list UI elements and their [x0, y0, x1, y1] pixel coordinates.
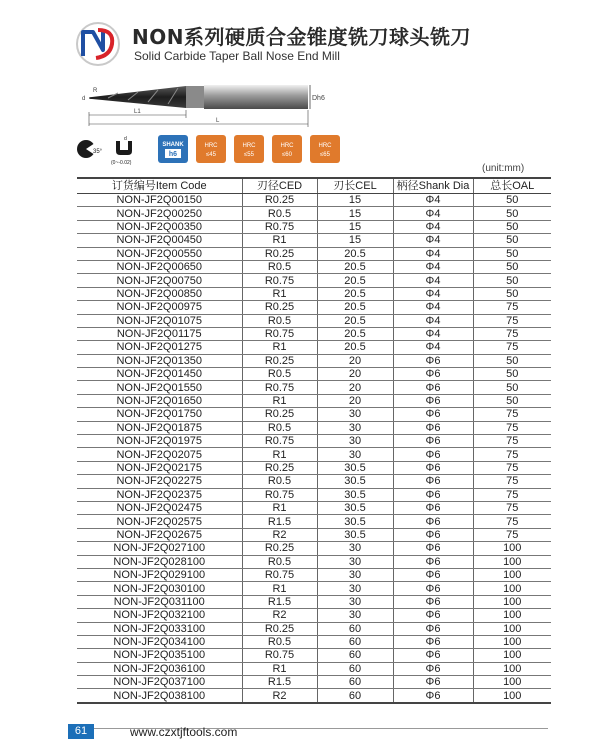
oal-cell: 100 [473, 582, 551, 595]
shank-dia-cell: Φ6 [393, 689, 473, 703]
table-row [77, 662, 551, 675]
svg-text:≤55: ≤55 [244, 152, 254, 158]
table-row [77, 341, 551, 354]
oal-cell: 100 [473, 635, 551, 648]
svg-text:≤45: ≤45 [206, 152, 216, 158]
ced-cell: R0.75 [242, 220, 317, 233]
svg-text:≤65: ≤65 [320, 152, 330, 158]
item-code-cell: NON-JF2Q027100 [77, 542, 242, 555]
shank-dia-cell: Φ6 [393, 528, 473, 541]
ced-cell: R1 [242, 341, 317, 354]
ced-cell: R0.25 [242, 461, 317, 474]
cel-cell: 60 [317, 676, 393, 689]
cel-cell: 20.5 [317, 341, 393, 354]
ced-cell: R1.5 [242, 595, 317, 608]
item-code-cell: NON-JF2Q01450 [77, 368, 242, 381]
shank-dia-cell: Φ4 [393, 247, 473, 260]
cel-cell: 60 [317, 689, 393, 703]
table-row [77, 435, 551, 448]
shank-sub-label: h6 [168, 151, 178, 158]
oal-cell: 100 [473, 622, 551, 635]
tolerance-icon [111, 136, 132, 166]
cel-cell: 20.5 [317, 327, 393, 340]
item-code-cell: NON-JF2Q01175 [77, 327, 242, 340]
shank-dia-cell: Φ6 [393, 394, 473, 407]
cel-cell: 30 [317, 555, 393, 568]
item-code-cell: NON-JF2Q038100 [77, 689, 242, 703]
table-row [77, 475, 551, 488]
oal-cell: 100 [473, 568, 551, 581]
ced-cell: R1 [242, 662, 317, 675]
shank-dia-cell: Φ6 [393, 421, 473, 434]
helix-angle-icon [77, 140, 103, 158]
oal-cell: 100 [473, 662, 551, 675]
shank-dia-cell: Φ6 [393, 381, 473, 394]
table-row [77, 327, 551, 340]
oal-cell: 75 [473, 475, 551, 488]
ced-cell: R2 [242, 689, 317, 703]
ced-cell: R2 [242, 528, 317, 541]
ced-cell: R0.25 [242, 542, 317, 555]
cel-cell: 30 [317, 448, 393, 461]
l-label: L [216, 118, 220, 124]
oal-cell: 50 [473, 368, 551, 381]
end-mill-drawing [78, 82, 338, 130]
ced-cell: R0.5 [242, 421, 317, 434]
ced-cell: R0.25 [242, 301, 317, 314]
oal-cell: 50 [473, 260, 551, 273]
oal-cell: 75 [473, 301, 551, 314]
table-row [77, 408, 551, 421]
cel-cell: 20.5 [317, 287, 393, 300]
table-row [77, 649, 551, 662]
item-code-cell: NON-JF2Q01650 [77, 394, 242, 407]
ced-cell: R0.5 [242, 555, 317, 568]
item-code-cell: NON-JF2Q031100 [77, 595, 242, 608]
cel-cell: 20.5 [317, 247, 393, 260]
cel-cell: 20 [317, 354, 393, 367]
ced-cell: R1 [242, 582, 317, 595]
shank-dia-cell: Φ6 [393, 448, 473, 461]
shank-dia-cell: Φ6 [393, 555, 473, 568]
cel-cell: 20 [317, 394, 393, 407]
oal-cell: 50 [473, 247, 551, 260]
cel-cell: 60 [317, 649, 393, 662]
shank-dia-cell: Φ4 [393, 341, 473, 354]
cel-cell: 15 [317, 194, 393, 207]
oal-cell: 75 [473, 488, 551, 501]
cel-cell: 30.5 [317, 515, 393, 528]
item-code-cell: NON-JF2Q02275 [77, 475, 242, 488]
ced-cell: R0.75 [242, 435, 317, 448]
item-code-cell: NON-JF2Q037100 [77, 676, 242, 689]
item-code-cell: NON-JF2Q032100 [77, 609, 242, 622]
ced-cell: R0.25 [242, 408, 317, 421]
oal-cell: 75 [473, 461, 551, 474]
svg-text:HRC: HRC [242, 143, 256, 149]
oal-cell: 50 [473, 207, 551, 220]
item-code-cell: NON-JF2Q01750 [77, 408, 242, 421]
table-row [77, 448, 551, 461]
brand-logo [74, 20, 122, 68]
oal-cell: 75 [473, 435, 551, 448]
shank-dia-cell: Φ4 [393, 260, 473, 273]
item-code-cell: NON-JF2Q034100 [77, 635, 242, 648]
ced-cell: R1 [242, 234, 317, 247]
shank-dia-cell: Φ4 [393, 274, 473, 287]
ced-cell: R0.25 [242, 194, 317, 207]
oal-cell: 100 [473, 542, 551, 555]
ced-cell: R1 [242, 501, 317, 514]
shank-dia-cell: Φ6 [393, 408, 473, 421]
cel-cell: 20 [317, 381, 393, 394]
table-row [77, 301, 551, 314]
ced-cell: R0.5 [242, 635, 317, 648]
ced-cell: R0.5 [242, 368, 317, 381]
page-subtitle: Solid Carbide Taper Ball Nose End Mill [134, 49, 340, 63]
item-code-cell: NON-JF2Q01075 [77, 314, 242, 327]
oal-cell: 50 [473, 234, 551, 247]
cel-cell: 30 [317, 435, 393, 448]
cel-cell: 30.5 [317, 501, 393, 514]
oal-cell: 100 [473, 689, 551, 703]
svg-text:HRC: HRC [204, 143, 218, 149]
table-row [77, 207, 551, 220]
item-code-cell: NON-JF2Q00350 [77, 220, 242, 233]
table-row [77, 555, 551, 568]
item-code-cell: NON-JF2Q029100 [77, 568, 242, 581]
table-row [77, 582, 551, 595]
oal-cell: 100 [473, 595, 551, 608]
item-code-cell: NON-JF2Q036100 [77, 662, 242, 675]
cel-cell: 30.5 [317, 461, 393, 474]
cel-cell: 60 [317, 622, 393, 635]
svg-text:HRC: HRC [280, 143, 294, 149]
ced-cell: R0.5 [242, 475, 317, 488]
shank-dia-cell: Φ6 [393, 515, 473, 528]
ced-cell: R0.5 [242, 314, 317, 327]
tolerance-label: (0~-0.02) [111, 160, 132, 166]
shank-dia-cell: Φ6 [393, 622, 473, 635]
shank-dia-cell: Φ6 [393, 662, 473, 675]
header-item-code: 订货编号Item Code [77, 178, 242, 194]
cel-cell: 30.5 [317, 528, 393, 541]
ced-cell: R0.75 [242, 274, 317, 287]
oal-cell: 50 [473, 354, 551, 367]
page-number: 61 [68, 724, 94, 739]
ced-cell: R0.25 [242, 622, 317, 635]
angle-label: 35° [93, 149, 103, 155]
cel-cell: 30 [317, 408, 393, 421]
cel-cell: 60 [317, 662, 393, 675]
ced-cell: R0.5 [242, 260, 317, 273]
oal-cell: 50 [473, 287, 551, 300]
table-row [77, 421, 551, 434]
shank-dia-cell: Φ6 [393, 582, 473, 595]
ced-cell: R1 [242, 287, 317, 300]
ced-cell: R1.5 [242, 515, 317, 528]
cel-cell: 30 [317, 568, 393, 581]
table-row [77, 220, 551, 233]
item-code-cell: NON-JF2Q00450 [77, 234, 242, 247]
cel-cell: 30 [317, 542, 393, 555]
item-code-cell: NON-JF2Q02175 [77, 461, 242, 474]
d-label: d [82, 96, 86, 102]
oal-cell: 100 [473, 609, 551, 622]
oal-cell: 75 [473, 501, 551, 514]
shank-label: SHANK [162, 142, 184, 148]
item-code-cell: NON-JF2Q00650 [77, 260, 242, 273]
item-code-cell: NON-JF2Q02575 [77, 515, 242, 528]
table-row [77, 314, 551, 327]
shank-dia-cell: Φ6 [393, 354, 473, 367]
shank-dia-cell: Φ6 [393, 676, 473, 689]
ced-cell: R0.75 [242, 488, 317, 501]
shank-dia-cell: Φ6 [393, 542, 473, 555]
item-code-cell: NON-JF2Q030100 [77, 582, 242, 595]
shank-dia-cell: Φ4 [393, 327, 473, 340]
hrc-45-icon [196, 135, 226, 163]
oal-cell: 75 [473, 528, 551, 541]
item-code-cell: NON-JF2Q00850 [77, 287, 242, 300]
cel-cell: 20.5 [317, 301, 393, 314]
table-row [77, 394, 551, 407]
shank-dia-cell: Φ6 [393, 609, 473, 622]
header-oal: 总长OAL [473, 178, 551, 194]
item-code-cell: NON-JF2Q00250 [77, 207, 242, 220]
item-code-cell: NON-JF2Q00750 [77, 274, 242, 287]
item-code-cell: NON-JF2Q01875 [77, 421, 242, 434]
table-header-row [77, 178, 551, 194]
ced-cell: R0.5 [242, 207, 317, 220]
hrc-55-icon [234, 135, 264, 163]
oal-cell: 100 [473, 555, 551, 568]
item-code-cell: NON-JF2Q00975 [77, 301, 242, 314]
page-title: NON系列硬质合金锥度铣刀球头铣刀 [132, 25, 471, 49]
oal-cell: 50 [473, 194, 551, 207]
cel-cell: 30 [317, 609, 393, 622]
table-row [77, 488, 551, 501]
shank-dia-cell: Φ4 [393, 301, 473, 314]
shank-dia-cell: Φ6 [393, 568, 473, 581]
table-row [77, 676, 551, 689]
table-row [77, 354, 551, 367]
ced-cell: R0.75 [242, 381, 317, 394]
oal-cell: 75 [473, 448, 551, 461]
ced-cell: R0.25 [242, 247, 317, 260]
oal-cell: 75 [473, 341, 551, 354]
cel-cell: 30 [317, 595, 393, 608]
shank-dia-cell: Φ4 [393, 314, 473, 327]
table-row [77, 528, 551, 541]
cel-cell: 60 [317, 635, 393, 648]
cel-cell: 15 [317, 220, 393, 233]
table-row [77, 501, 551, 514]
shank-dia-cell: Φ4 [393, 194, 473, 207]
hrc-60-icon [272, 135, 302, 163]
shank-dia-cell: Φ6 [393, 501, 473, 514]
unit-label: (unit:mm) [482, 163, 525, 174]
item-code-cell: NON-JF2Q035100 [77, 649, 242, 662]
cel-cell: 20 [317, 368, 393, 381]
spec-table [77, 177, 551, 704]
item-code-cell: NON-JF2Q01550 [77, 381, 242, 394]
item-code-cell: NON-JF2Q01275 [77, 341, 242, 354]
shank-dia-cell: Φ6 [393, 461, 473, 474]
oal-cell: 100 [473, 676, 551, 689]
oal-cell: 75 [473, 314, 551, 327]
item-code-cell: NON-JF2Q01975 [77, 435, 242, 448]
shank-dia-cell: Φ4 [393, 234, 473, 247]
header-shank-dia: 柄径Shank Dia [393, 178, 473, 194]
oal-cell: 50 [473, 381, 551, 394]
shank-dia-cell: Φ6 [393, 368, 473, 381]
shank-dia-cell: Φ4 [393, 287, 473, 300]
table-row [77, 194, 551, 207]
table-row [77, 568, 551, 581]
cel-cell: 20.5 [317, 274, 393, 287]
shank-dia-cell: Φ6 [393, 635, 473, 648]
cel-cell: 30.5 [317, 475, 393, 488]
ced-cell: R0.75 [242, 649, 317, 662]
svg-text:d: d [124, 136, 127, 142]
table-row [77, 234, 551, 247]
hrc-65-icon [310, 135, 340, 163]
item-code-cell: NON-JF2Q00150 [77, 194, 242, 207]
cel-cell: 30 [317, 421, 393, 434]
ced-cell: R1.5 [242, 676, 317, 689]
website-link[interactable]: www.czxtjftools.com [130, 725, 238, 739]
table-row [77, 689, 551, 703]
table-row [77, 542, 551, 555]
table-row [77, 515, 551, 528]
oal-cell: 75 [473, 327, 551, 340]
cel-cell: 20.5 [317, 314, 393, 327]
shank-dia-cell: Φ6 [393, 475, 473, 488]
shank-h6-icon [158, 135, 188, 163]
table-row [77, 609, 551, 622]
table-row [77, 381, 551, 394]
ced-cell: R2 [242, 609, 317, 622]
r-label: R [93, 88, 98, 94]
item-code-cell: NON-JF2Q01350 [77, 354, 242, 367]
table-row [77, 260, 551, 273]
shank-dia-cell: Φ6 [393, 649, 473, 662]
item-code-cell: NON-JF2Q00550 [77, 247, 242, 260]
table-row [77, 461, 551, 474]
cel-cell: 15 [317, 234, 393, 247]
ced-cell: R0.25 [242, 354, 317, 367]
item-code-cell: NON-JF2Q033100 [77, 622, 242, 635]
header-cel: 刃长CEL [317, 178, 393, 194]
oal-cell: 75 [473, 515, 551, 528]
dh6-label: Dh6 [312, 95, 325, 102]
table-row [77, 287, 551, 300]
shank-dia-cell: Φ6 [393, 435, 473, 448]
table-row [77, 595, 551, 608]
ced-cell: R1 [242, 448, 317, 461]
table-row [77, 368, 551, 381]
header-ced: 刃径CED [242, 178, 317, 194]
svg-text:≤60: ≤60 [282, 152, 292, 158]
oal-cell: 50 [473, 394, 551, 407]
item-code-cell: NON-JF2Q02075 [77, 448, 242, 461]
table-row [77, 274, 551, 287]
cel-cell: 20.5 [317, 260, 393, 273]
table-row [77, 635, 551, 648]
item-code-cell: NON-JF2Q02475 [77, 501, 242, 514]
item-code-cell: NON-JF2Q02675 [77, 528, 242, 541]
shank-dia-cell: Φ4 [393, 207, 473, 220]
ced-cell: R0.75 [242, 568, 317, 581]
oal-cell: 75 [473, 421, 551, 434]
oal-cell: 100 [473, 649, 551, 662]
item-code-cell: NON-JF2Q02375 [77, 488, 242, 501]
table-row [77, 622, 551, 635]
shank-dia-cell: Φ6 [393, 595, 473, 608]
svg-text:HRC: HRC [318, 143, 332, 149]
table-row [77, 247, 551, 260]
cel-cell: 30.5 [317, 488, 393, 501]
shank-dia-cell: Φ4 [393, 220, 473, 233]
l1-label: L1 [134, 109, 141, 115]
shank-dia-cell: Φ6 [393, 488, 473, 501]
feature-icons [76, 133, 366, 167]
oal-cell: 50 [473, 220, 551, 233]
oal-cell: 50 [473, 274, 551, 287]
cel-cell: 15 [317, 207, 393, 220]
cel-cell: 30 [317, 582, 393, 595]
ced-cell: R1 [242, 394, 317, 407]
item-code-cell: NON-JF2Q028100 [77, 555, 242, 568]
oal-cell: 75 [473, 408, 551, 421]
ced-cell: R0.75 [242, 327, 317, 340]
